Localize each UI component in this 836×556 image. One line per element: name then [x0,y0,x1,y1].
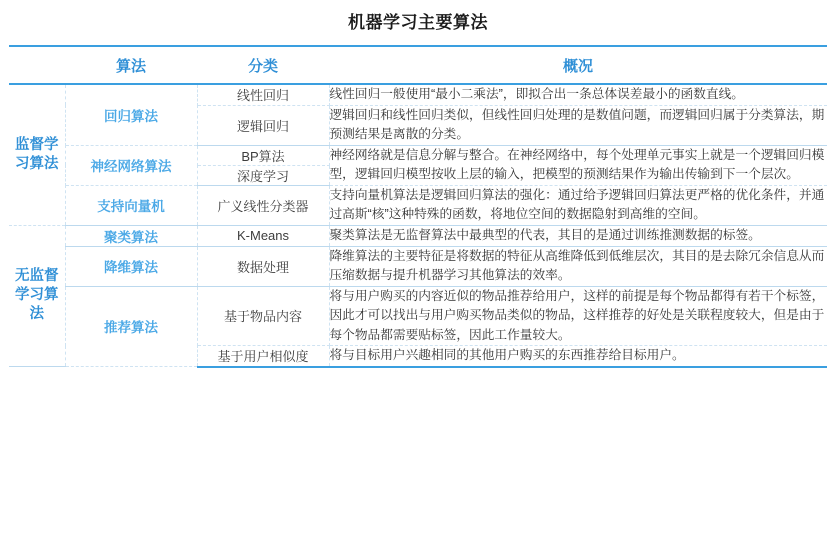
table-row [9,225,827,246]
category-linear-regression: 线性回归 [197,84,329,105]
overview-logistic-regression: 逻辑回归和线性回归类似，但线性回归处理的是数值问题，而逻辑回归属于分类算法，期预测结果是离散的分类。 [329,105,827,145]
overview-item-based: 将与用户购买的内容近似的物品推荐给用户，这样的前提是每个物品都得有若干个标签，因此才可以找出与用户购买物品类似的物品，这样推荐的好处是关联程度较大，但是由于每个物品都需要贴标签，因此工作量较大。 [329,286,827,346]
table-row [9,145,827,165]
category-kmeans: K-Means [197,225,329,246]
header-category: 分类 [197,46,329,84]
table-row [9,185,827,225]
overview-user-based: 将与目标用户兴趣相同的其他用户购买的东西推荐给目标用户。 [329,346,827,367]
overview-linear-regression: 线性回归一般使用“最小二乘法”，即拟合出一条总体误差最小的函数直线。 [329,84,827,105]
category-user-based: 基于用户相似度 [197,346,329,367]
category-deep-learning: 深度学习 [197,165,329,185]
algorithm-regression: 回归算法 [65,84,197,145]
table-header [9,46,827,84]
algorithm-neural-network: 神经网络算法 [65,145,197,185]
category-logistic-regression: 逻辑回归 [197,105,329,145]
overview-dimensionality-reduction: 降维算法的主要特征是将数据的特征从高维降低到低维层次，其目的是去除冗余信息从而压缩数据与提升机器学习其他算法的效率。 [329,246,827,286]
table-row [9,286,827,346]
algorithm-clustering: 聚类算法 [65,225,197,246]
category-item-based: 基于物品内容 [197,286,329,346]
category-generalized-linear-classifier: 广义线性分类器 [197,185,329,225]
group-label-supervised: 监督学习算法 [9,84,65,225]
table-row [9,246,827,286]
overview-clustering: 聚类算法是无监督算法中最典型的代表，其目的是通过训练推测数据的标签。 [329,225,827,246]
category-data-processing: 数据处理 [197,246,329,286]
header-overview: 概况 [329,46,827,84]
ml-algorithms-table [9,45,827,368]
algorithm-recommendation: 推荐算法 [65,286,197,367]
header-row [9,46,827,84]
header-group [9,46,65,84]
table-body [9,84,827,367]
algorithm-svm: 支持向量机 [65,185,197,225]
table-row [9,84,827,105]
overview-neural-network: 神经网络就是信息分解与整合。在神经网络中，每个处理单元事实上就是一个逻辑回归模型，逻辑回归模型按收上层的输入，把模型的预测结果作为输出传输到下一个层次。 [329,145,827,185]
algorithm-dimensionality-reduction: 降维算法 [65,246,197,286]
overview-svm: 支持向量机算法是逻辑回归算法的强化：通过给予逻辑回归算法更严格的优化条件，并通过高斯“核”这种特殊的函数，将地位空间的数据隐射到高维的空间。 [329,185,827,225]
group-label-unsupervised: 无监督学习算法 [9,225,65,367]
category-bp-algorithm: BP算法 [197,145,329,165]
header-algorithm: 算法 [65,46,197,84]
page-title: 机器学习主要算法 [348,13,488,32]
